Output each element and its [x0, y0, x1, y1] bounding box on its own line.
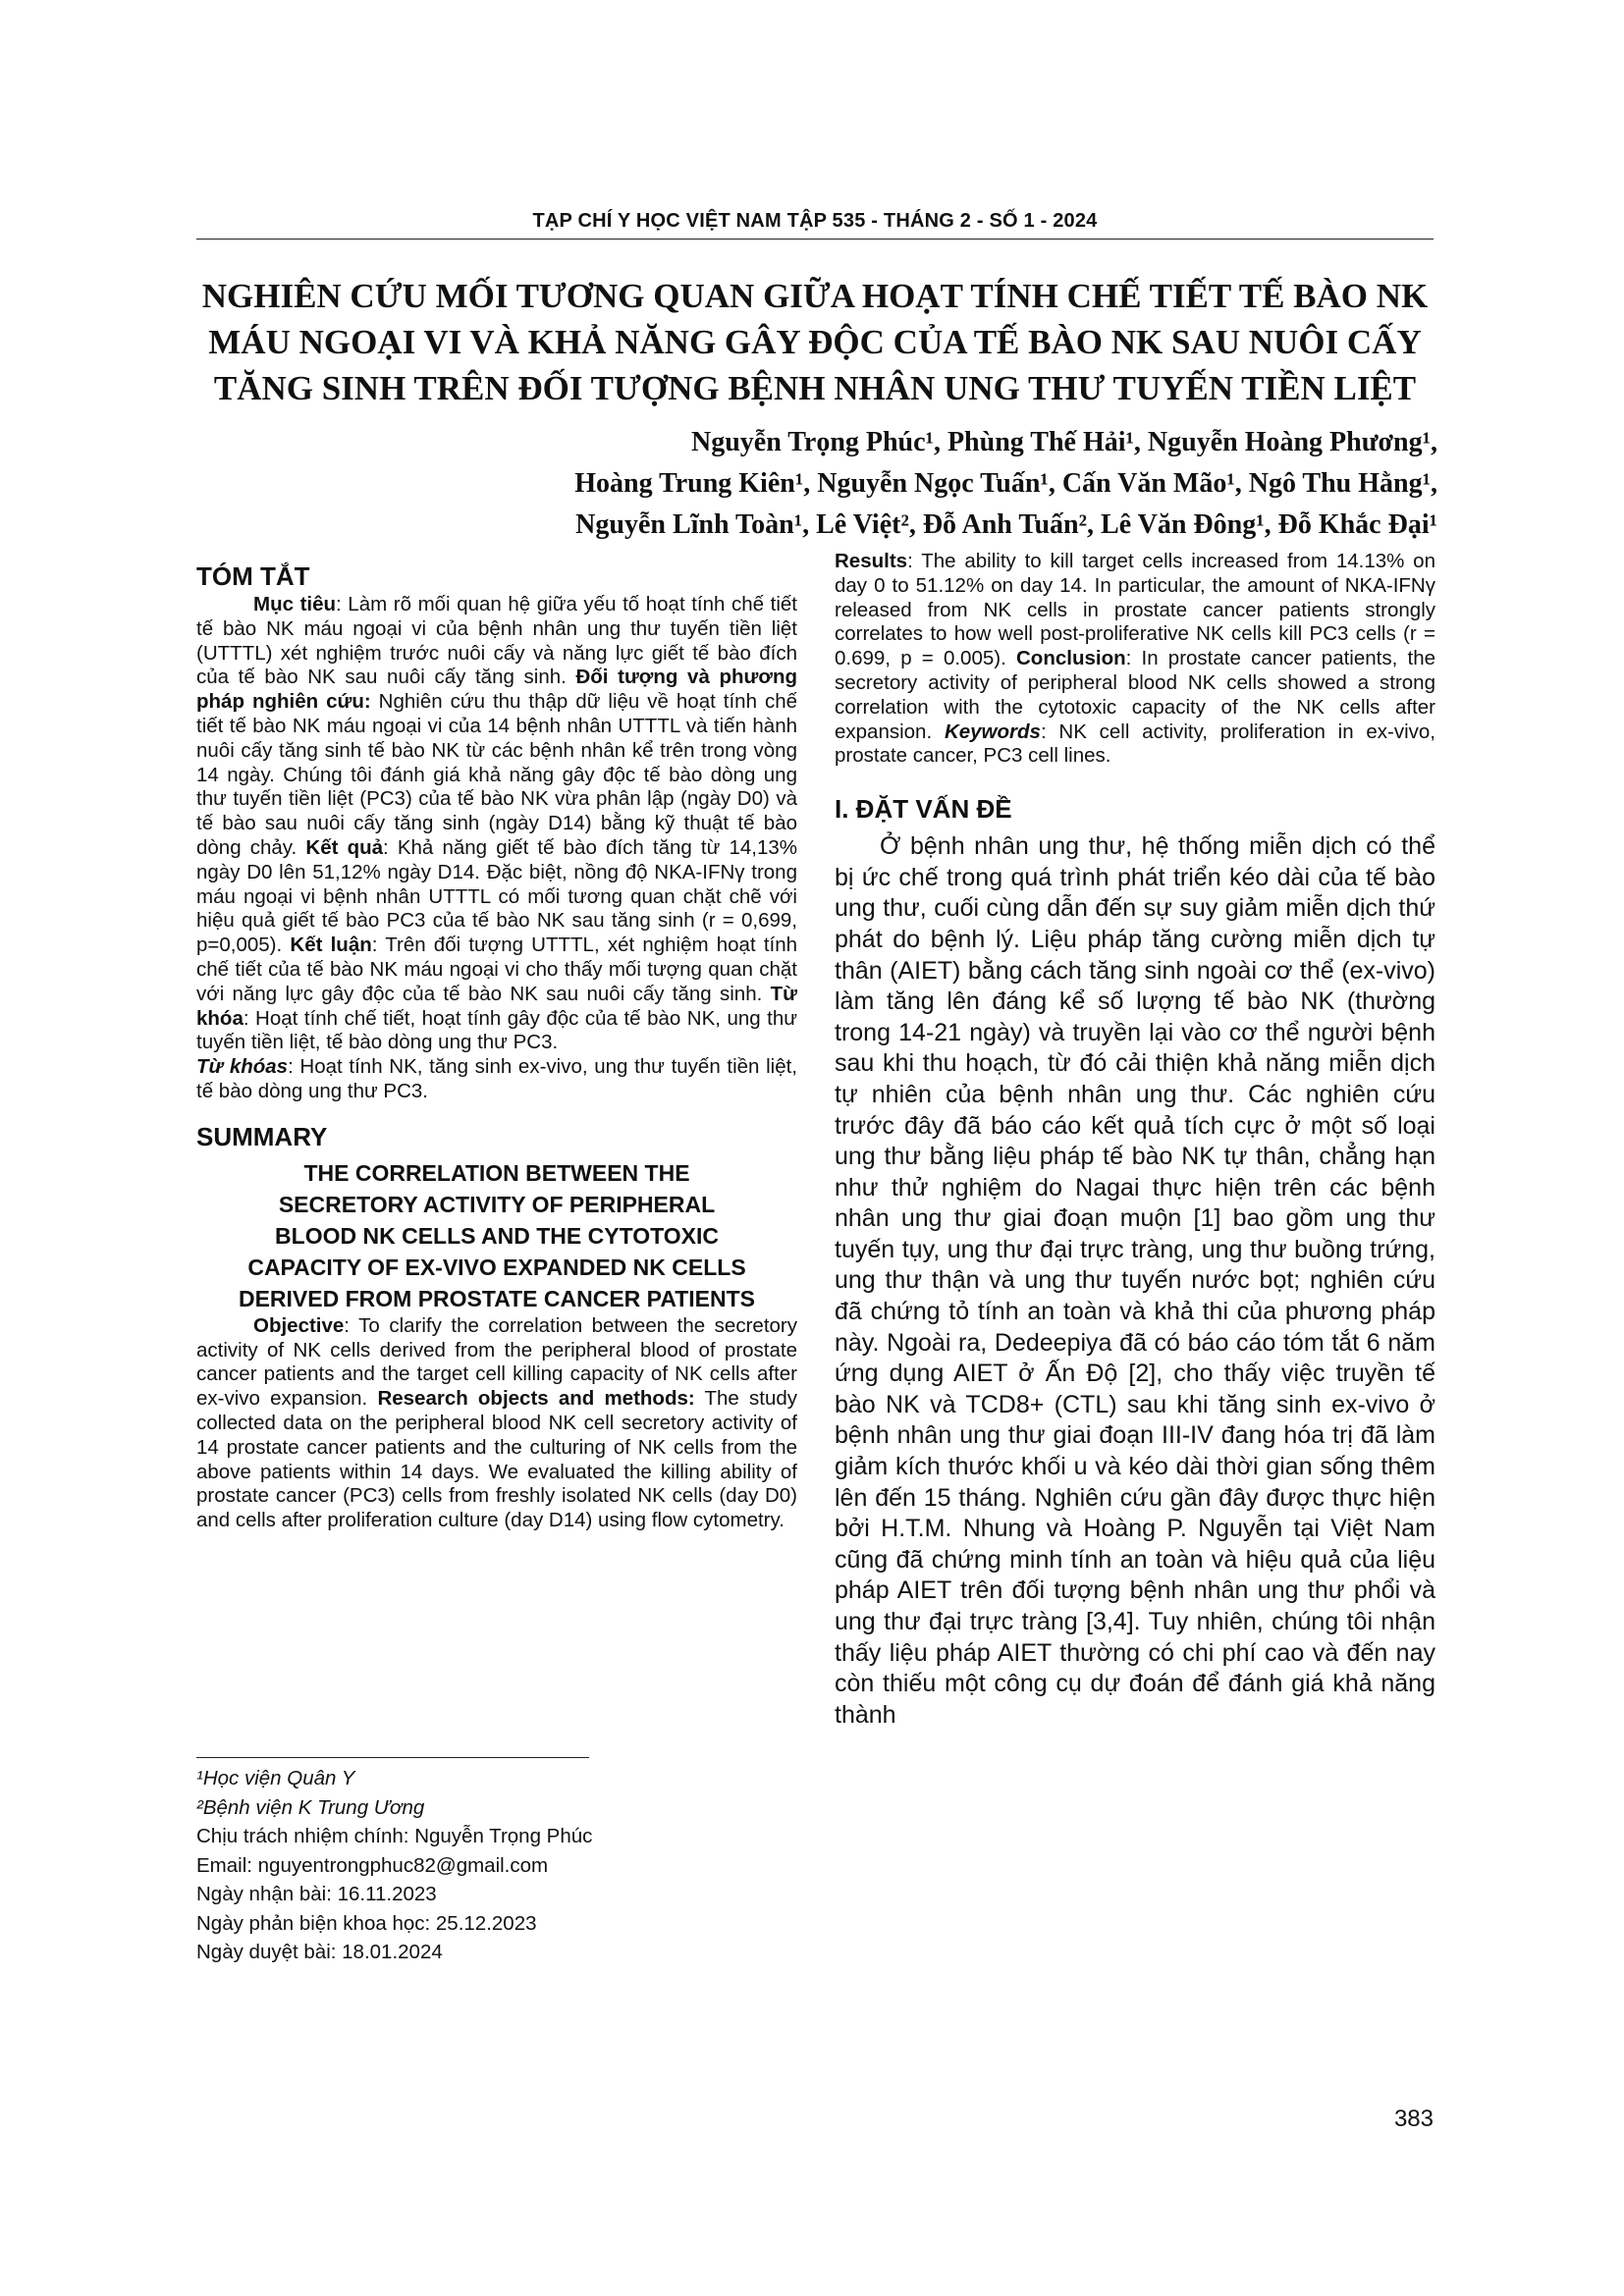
date-received: Ngày nhận bài: 16.11.2023: [196, 1883, 437, 1905]
keywords-label: Keywords: [944, 720, 1041, 743]
footnote-divider: [196, 1757, 589, 1758]
affiliation-2: ²Bệnh viện K Trung Ương: [196, 1795, 425, 1819]
keywords-label-italic: Từ khóas: [196, 1055, 289, 1079]
header-divider: [196, 239, 1434, 240]
abstract-vi-text: Mục tiêu: Làm rõ mối quan hệ giữa yếu tố hoạt tính chế tiết tế bào NK máu ngoại vi của bệnh nhân ung thư tuyến tiền liệt (UTTTL) xét nghiệm trước nuôi cấy và năng lực giết tế bào đích của tế bào NK sau nuôi cấy tăng sinh. Đối tượng và phương pháp nghiên cứu: Nghiên cứu thu thập dữ liệu về hoạt tính chế tiết tế bào NK máu ngoại vi của 14 bệnh nhân UTTTL và tiến hành nuôi cấy tăng sinh tế bào NK từ các bệnh nhân kể trên trong vòng 14 ngày. Chúng tôi đánh giá khả năng gây độc tế bào dòng ung thư tuyến tiền liệt (PC3) của tế bào NK vừa phân lập (ngày D0) và tế bào sau nuôi cấy tăng sinh (ngày D14) bằng kỹ thuật tế bào dòng chảy. Kết quả: Khả năng giết tế bào đích tăng từ 14,13% ngày D0 lên 51,12% ngày D14. Đặc biệt, nồng độ NKA-IFNγ trong máu ngoại vi bệnh nhân UTTTL có mối tương quan chặt chẽ với hiệu quả giết tế bào PC3 của tế bào NK sau tăng sinh (r = 0,699, p=0,005). Kết luận: Trên đối tượng UTTTL, xét nghiệm hoạt tính chế tiết của tế bào NK máu ngoại vi cho thấy mối tượng quan chặt với năng lực gây độc của tế bào NK sau nuôi cấy tăng sinh. Từ khóa: Hoạt tính chế tiết, hoạt tính gây độc của tế bào NK, ung thư tuyến tiền liệt, tế bào dòng ung thư PC3. Từ khóas: Hoạt tính NK, tăng sinh ex-vivo, ung thư tuyến tiền liệt, tế bào dòng ung thư PC3.: [196, 593, 798, 1102]
corresponding-author: Chịu trách nhiệm chính: Nguyễn Trọng Phúc: [196, 1825, 593, 1847]
author-list: [161, 422, 1437, 546]
title-line: MÁU NGOẠI VI VÀ KHẢ NĂNG GÂY ĐỘC CỦA TẾ BÀO NK SAU NUÔI CẤY: [208, 323, 1422, 361]
keywords-label: Từ khóa: [196, 982, 797, 1030]
author-line: Nguyễn Trọng Phúc¹, Phùng Thế Hải¹, Nguyễn Hoàng Phương¹,: [691, 427, 1437, 457]
date-reviewed: Ngày phản biện khoa học: 25.12.2023: [196, 1911, 537, 1935]
author-line: Nguyễn Lĩnh Toàn¹, Lê Việt², Đỗ Anh Tuấn², Lê Văn Đông¹, Đỗ Khắc Đại¹: [575, 509, 1437, 540]
footnotes: [196, 1764, 805, 1967]
conclusion-label: Kết luận: [290, 934, 372, 957]
abstract-vi-heading: TÓM TẮT: [196, 561, 310, 591]
conclusion-label: Conclusion: [1016, 647, 1126, 670]
left-column: [196, 560, 797, 1533]
methods-label: Đối tượng và phương pháp nghiên cứu:: [196, 666, 797, 714]
summary-title: THE CORRELATION BETWEEN THE SECRETORY ACTIVITY OF PERIPHERAL BLOOD NK CELLS AND THE CYTOTOXIC CAPACITY OF EX-VIVO EXPANDED NK CELLS DERIVED FROM PROSTATE CANCER PATIENTS: [238, 1159, 756, 1311]
objective-label: Mục tiêu: [253, 593, 337, 615]
article-title: [167, 273, 1463, 411]
introduction-heading: I. ĐẶT VẤN ĐỀ: [835, 794, 1012, 825]
date-accepted: Ngày duyệt bài: 18.01.2024: [196, 1941, 443, 1963]
objective-label: Objective: [253, 1313, 345, 1337]
results-label: Results: [835, 550, 908, 572]
methods-label: Research objects and methods:: [377, 1387, 695, 1411]
author-line: Hoàng Trung Kiên¹, Nguyễn Ngọc Tuấn¹, Cấn Văn Mão¹, Ngô Thu Hằng¹,: [574, 468, 1437, 499]
right-column: [835, 550, 1435, 1731]
summary-text-continued: Results: The ability to kill target cells increased from 14.13% on day 0 to 51.12% on day 14. In particular, the amount of NKA-IFNγ released from NK cells in prostate cancer patients strongly correlates to how well post-proliferative NK cells kill PC3 cells (r = 0.699, p = 0.005). Conclusion: In prostate cancer patients, the secretory activity of peripheral blood NK cells showed a strong correlation with the cytotoxic capacity of the NK cells after expansion. Keywords: NK cell activity, proliferation in ex-vivo, prostate cancer, PC3 cell lines.: [835, 550, 1435, 768]
title-line: TĂNG SINH TRÊN ĐỐI TƯỢNG BỆNH NHÂN UNG THƯ TUYẾN TIỀN LIỆT: [213, 369, 1417, 407]
summary-heading: SUMMARY: [196, 1121, 328, 1151]
running-header: TẠP CHÍ Y HỌC VIỆT NAM TẬP 535 - THÁNG 2 - SỐ 1 - 2024: [532, 210, 1098, 232]
summary-text: Objective: To clarify the correlation between the secretory activity of NK cells derived from the peripheral blood of prostate cancer patients and the target cell killing capacity of NK cells after ex-vivo expansion. Research objects and methods: The study collected data on the peripheral blood NK cell secretory activity of 14 prostate cancer patients and the culturing of NK cells from the above patients within 14 days. We evaluated the killing ability of prostate cancer (PC3) cells from freshly isolated NK cells (day D0) and cells after proliferation culture (day D14) using flow cytometry.: [196, 1313, 797, 1532]
title-line: NGHIÊN CỨU MỐI TƯƠNG QUAN GIỮA HOẠT TÍNH CHẾ TIẾT TẾ BÀO NK: [201, 277, 1429, 315]
page-number: 383: [1393, 2106, 1434, 2132]
email: Email: nguyentrongphuc82@gmail.com: [196, 1853, 549, 1877]
introduction-text: Ở bệnh nhân ung thư, hệ thống miễn dịch có thể bị ức chế trong quá trình phát triển kéo dài của tế bào ung thư, cuối cùng dẫn đến sự suy giảm miễn dịch thứ phát do bệnh lý. Liệu pháp tăng cường miễn dịch tự thân (AIET) bằng cách tăng sinh ngoài cơ thể (ex-vivo) làm tăng lên đáng kể số lượng tế bào NK (thường trong 14-21 ngày) và truyền lại vào cơ thể người bệnh sau khi thu hoạch, từ đó cải thiện khả năng miễn dịch tự nhiên của bệnh nhân ung thư. Các nghiên cứu trước đây đã báo cáo kết quả tích cực ở một số loại ung thư bằng liệu pháp tế bào NK tự thân, chẳng hạn như thử nghiệm do Nagai thực hiện trên các bệnh nhân ung thư giai đoạn muộn [1] bao gồm ung thư tuyến tụy, ung thư đại trực tràng, ung thư buồng trứng, ung thư thận và ung thư tuyến nước bọt; nghiên cứu đã chứng tỏ tính an toàn và khả thi của phương pháp này. Ngoài ra, Dedeepiya đã có báo cáo tóm tắt 6 năm ứng dụng AIET ở Ấn Độ [2], cho thấy việc truyền tế bào NK và TCD8+ (CTL) sau khi tăng sinh ex-vivo ở bệnh nhân ung thư giai đoạn III-IV đang hóa trị đã làm giảm kích thước khối u và kéo dài thời gian sống thêm lên đến 15 tháng. Nghiên cứu gần đây được thực hiện bởi H.T.M. Nhung và Hoàng P. Nguyễn tại Việt Nam cũng đã chứng minh tính an toàn và hiệu quả của liệu pháp AIET trên đối tượng bệnh nhân ung thư phổi và ung thư đại trực tràng [3,4]. Tuy nhiên, chúng tôi nhận thấy liệu pháp AIET thường có chi phí cao và đến nay còn thiếu một công cụ dự đoán để đánh giá khả năng thành: [835, 832, 1435, 1729]
results-label: Kết quả: [305, 835, 384, 859]
affiliation-1: ¹Học viện Quân Y: [196, 1767, 355, 1789]
